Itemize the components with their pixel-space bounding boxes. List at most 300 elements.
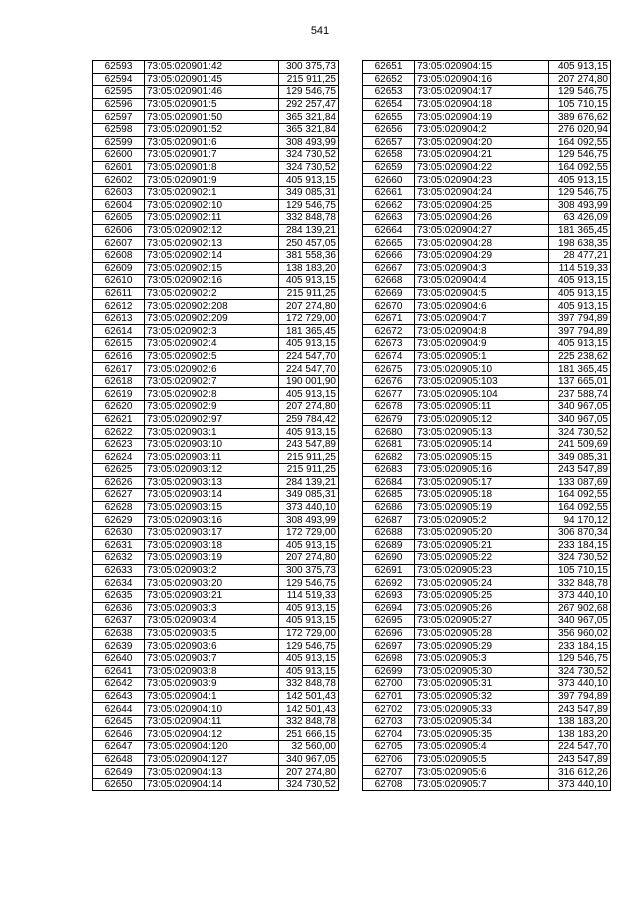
value-cell: 306 870,34 <box>549 526 611 539</box>
table-row <box>363 640 611 653</box>
table-row <box>363 98 611 111</box>
value-cell: 224 547,70 <box>549 741 611 754</box>
register-table-right <box>362 60 611 791</box>
value-cell: 397 794,89 <box>549 312 611 325</box>
cadastral-number-cell: 73:05:020904:120 <box>145 741 279 754</box>
row-number-cell: 62682 <box>363 451 415 464</box>
cadastral-number-cell: 73:05:020905:33 <box>415 703 549 716</box>
value-cell: 181 365,45 <box>279 325 339 338</box>
row-number-cell: 62665 <box>363 237 415 250</box>
value-cell: 405 913,15 <box>549 275 611 288</box>
row-number-cell: 62705 <box>363 741 415 754</box>
row-number-cell: 62673 <box>363 338 415 351</box>
value-cell: 224 547,70 <box>279 363 339 376</box>
row-number-cell: 62598 <box>93 123 145 136</box>
table-row <box>93 678 339 691</box>
value-cell: 243 547,89 <box>549 753 611 766</box>
row-number-cell: 62596 <box>93 98 145 111</box>
cadastral-number-cell: 73:05:020905:20 <box>415 526 549 539</box>
row-number-cell: 62637 <box>93 615 145 628</box>
row-number-cell: 62679 <box>363 413 415 426</box>
table-row <box>93 589 339 602</box>
cadastral-number-cell: 73:05:020905:4 <box>415 741 549 754</box>
value-cell: 284 139,21 <box>279 476 339 489</box>
row-number-cell: 62663 <box>363 212 415 225</box>
cadastral-number-cell: 73:05:020905:2 <box>415 514 549 527</box>
row-number-cell: 62678 <box>363 401 415 414</box>
row-number-cell: 62661 <box>363 186 415 199</box>
value-cell: 225 238,62 <box>549 350 611 363</box>
value-cell: 164 092,55 <box>549 489 611 502</box>
value-cell: 340 967,05 <box>549 401 611 414</box>
row-number-cell: 62655 <box>363 111 415 124</box>
cadastral-number-cell: 73:05:020904:26 <box>415 212 549 225</box>
table-row <box>363 149 611 162</box>
cadastral-number-cell: 73:05:020901:52 <box>145 123 279 136</box>
cadastral-number-cell: 73:05:020905:23 <box>415 564 549 577</box>
value-cell: 250 457,05 <box>279 237 339 250</box>
row-number-cell: 62668 <box>363 275 415 288</box>
row-number-cell: 62595 <box>93 86 145 99</box>
table-row <box>93 753 339 766</box>
row-number-cell: 62631 <box>93 539 145 552</box>
row-number-cell: 62702 <box>363 703 415 716</box>
row-number-cell: 62707 <box>363 766 415 779</box>
value-cell: 276 020,94 <box>549 123 611 136</box>
table-row <box>363 199 611 212</box>
row-number-cell: 62593 <box>93 61 145 74</box>
value-cell: 32 560,00 <box>279 741 339 754</box>
table-row <box>93 464 339 477</box>
table-row <box>93 338 339 351</box>
row-number-cell: 62606 <box>93 224 145 237</box>
cadastral-number-cell: 73:05:020903:3 <box>145 602 279 615</box>
cadastral-number-cell: 73:05:020904:3 <box>415 262 549 275</box>
value-cell: 373 440,10 <box>549 589 611 602</box>
value-cell: 133 087,69 <box>549 476 611 489</box>
table-row <box>93 476 339 489</box>
table-row <box>363 741 611 754</box>
table-row <box>363 602 611 615</box>
cadastral-number-cell: 73:05:020902:8 <box>145 388 279 401</box>
row-number-cell: 62628 <box>93 501 145 514</box>
row-number-cell: 62703 <box>363 715 415 728</box>
row-number-cell: 62639 <box>93 640 145 653</box>
table-row <box>93 526 339 539</box>
cadastral-number-cell: 73:05:020901:46 <box>145 86 279 99</box>
row-number-cell: 62610 <box>93 275 145 288</box>
row-number-cell: 62646 <box>93 728 145 741</box>
table-row <box>93 715 339 728</box>
table-row <box>363 325 611 338</box>
value-cell: 397 794,89 <box>549 325 611 338</box>
value-cell: 94 170,12 <box>549 514 611 527</box>
cadastral-number-cell: 73:05:020901:45 <box>145 73 279 86</box>
row-number-cell: 62662 <box>363 199 415 212</box>
table-row <box>93 287 339 300</box>
table-row <box>363 703 611 716</box>
value-cell: 172 729,00 <box>279 312 339 325</box>
value-cell: 181 365,45 <box>549 224 611 237</box>
value-cell: 405 913,15 <box>549 174 611 187</box>
value-cell: 164 092,55 <box>549 136 611 149</box>
value-cell: 405 913,15 <box>549 338 611 351</box>
value-cell: 405 913,15 <box>549 287 611 300</box>
row-number-cell: 62694 <box>363 602 415 615</box>
cadastral-number-cell: 73:05:020901:50 <box>145 111 279 124</box>
value-cell: 129 546,75 <box>549 86 611 99</box>
value-cell: 365 321,84 <box>279 111 339 124</box>
row-number-cell: 62676 <box>363 375 415 388</box>
row-number-cell: 62648 <box>93 753 145 766</box>
row-number-cell: 62615 <box>93 338 145 351</box>
value-cell: 300 375,73 <box>279 564 339 577</box>
table-row <box>363 526 611 539</box>
cadastral-number-cell: 73:05:020903:14 <box>145 489 279 502</box>
value-cell: 207 274,80 <box>279 766 339 779</box>
table-row <box>363 451 611 464</box>
cadastral-number-cell: 73:05:020905:25 <box>415 589 549 602</box>
table-row <box>363 678 611 691</box>
table-row <box>93 627 339 640</box>
table-row <box>363 237 611 250</box>
cadastral-number-cell: 73:05:020905:16 <box>415 464 549 477</box>
value-cell: 105 710,15 <box>549 98 611 111</box>
value-cell: 332 848,78 <box>279 678 339 691</box>
value-cell: 105 710,15 <box>549 564 611 577</box>
cadastral-number-cell: 73:05:020904:8 <box>415 325 549 338</box>
table-row <box>363 476 611 489</box>
cadastral-number-cell: 73:05:020902:9 <box>145 401 279 414</box>
cadastral-number-cell: 73:05:020905:15 <box>415 451 549 464</box>
table-row <box>363 312 611 325</box>
cadastral-number-cell: 73:05:020905:12 <box>415 413 549 426</box>
value-cell: 405 913,15 <box>279 665 339 678</box>
value-cell: 172 729,00 <box>279 526 339 539</box>
table-row <box>363 388 611 401</box>
table-row <box>93 501 339 514</box>
table-row <box>93 199 339 212</box>
cadastral-number-cell: 73:05:020903:1 <box>145 426 279 439</box>
cadastral-number-cell: 73:05:020904:4 <box>415 275 549 288</box>
value-cell: 172 729,00 <box>279 627 339 640</box>
table-row <box>93 123 339 136</box>
cadastral-number-cell: 73:05:020905:24 <box>415 577 549 590</box>
table-row <box>363 136 611 149</box>
row-number-cell: 62698 <box>363 652 415 665</box>
value-cell: 164 092,55 <box>549 501 611 514</box>
table-row <box>93 438 339 451</box>
table-row <box>363 186 611 199</box>
value-cell: 340 967,05 <box>549 413 611 426</box>
row-number-cell: 62696 <box>363 627 415 640</box>
table-row <box>363 514 611 527</box>
table-row <box>363 615 611 628</box>
cadastral-number-cell: 73:05:020902:14 <box>145 249 279 262</box>
value-cell: 405 913,15 <box>279 602 339 615</box>
row-number-cell: 62699 <box>363 665 415 678</box>
value-cell: 215 911,25 <box>279 73 339 86</box>
value-cell: 207 274,80 <box>549 73 611 86</box>
row-number-cell: 62671 <box>363 312 415 325</box>
cadastral-number-cell: 73:05:020902:10 <box>145 199 279 212</box>
table-row <box>363 123 611 136</box>
row-number-cell: 62613 <box>93 312 145 325</box>
row-number-cell: 62616 <box>93 350 145 363</box>
cadastral-number-cell: 73:05:020905:13 <box>415 426 549 439</box>
row-number-cell: 62685 <box>363 489 415 502</box>
table-row <box>93 665 339 678</box>
table-row <box>93 212 339 225</box>
table-row <box>93 136 339 149</box>
row-number-cell: 62608 <box>93 249 145 262</box>
cadastral-number-cell: 73:05:020905:17 <box>415 476 549 489</box>
cadastral-number-cell: 73:05:020905:3 <box>415 652 549 665</box>
table-row <box>93 174 339 187</box>
cadastral-number-cell: 73:05:020905:30 <box>415 665 549 678</box>
table-row <box>93 766 339 779</box>
table-row <box>363 161 611 174</box>
cadastral-number-cell: 73:05:020904:5 <box>415 287 549 300</box>
cadastral-number-cell: 73:05:020904:21 <box>415 149 549 162</box>
row-number-cell: 62601 <box>93 161 145 174</box>
table-row <box>93 86 339 99</box>
row-number-cell: 62647 <box>93 741 145 754</box>
row-number-cell: 62627 <box>93 489 145 502</box>
cadastral-number-cell: 73:05:020905:21 <box>415 539 549 552</box>
cadastral-number-cell: 73:05:020904:22 <box>415 161 549 174</box>
table-row <box>93 741 339 754</box>
value-cell: 340 967,05 <box>549 615 611 628</box>
value-cell: 63 426,09 <box>549 212 611 225</box>
cadastral-number-cell: 73:05:020904:20 <box>415 136 549 149</box>
value-cell: 324 730,52 <box>549 426 611 439</box>
row-number-cell: 62664 <box>363 224 415 237</box>
cadastral-number-cell: 73:05:020905:29 <box>415 640 549 653</box>
table-row <box>363 766 611 779</box>
row-number-cell: 62687 <box>363 514 415 527</box>
row-number-cell: 62675 <box>363 363 415 376</box>
cadastral-number-cell: 73:05:020905:11 <box>415 401 549 414</box>
value-cell: 349 085,31 <box>279 186 339 199</box>
cadastral-number-cell: 73:05:020903:15 <box>145 501 279 514</box>
cadastral-number-cell: 73:05:020905:27 <box>415 615 549 628</box>
table-row <box>93 312 339 325</box>
row-number-cell: 62600 <box>93 149 145 162</box>
table-row <box>93 186 339 199</box>
cadastral-number-cell: 73:05:020901:9 <box>145 174 279 187</box>
row-number-cell: 62597 <box>93 111 145 124</box>
table-row <box>93 111 339 124</box>
value-cell: 129 546,75 <box>549 652 611 665</box>
row-number-cell: 62657 <box>363 136 415 149</box>
value-cell: 142 501,43 <box>279 703 339 716</box>
cadastral-number-cell: 73:05:020903:6 <box>145 640 279 653</box>
register-table-left-body <box>93 61 339 791</box>
cadastral-number-cell: 73:05:020903:18 <box>145 539 279 552</box>
table-row <box>93 564 339 577</box>
row-number-cell: 62656 <box>363 123 415 136</box>
value-cell: 138 183,20 <box>549 715 611 728</box>
cadastral-number-cell: 73:05:020905:18 <box>415 489 549 502</box>
table-row <box>93 728 339 741</box>
value-cell: 308 493,99 <box>279 136 339 149</box>
table-row <box>363 338 611 351</box>
cadastral-number-cell: 73:05:020903:4 <box>145 615 279 628</box>
cadastral-number-cell: 73:05:020904:15 <box>415 61 549 74</box>
value-cell: 349 085,31 <box>279 489 339 502</box>
cadastral-number-cell: 73:05:020902:1 <box>145 186 279 199</box>
cadastral-number-cell: 73:05:020905:103 <box>415 375 549 388</box>
row-number-cell: 62708 <box>363 778 415 791</box>
value-cell: 129 546,75 <box>279 640 339 653</box>
row-number-cell: 62609 <box>93 262 145 275</box>
row-number-cell: 62623 <box>93 438 145 451</box>
cadastral-number-cell: 73:05:020904:9 <box>415 338 549 351</box>
table-row <box>93 98 339 111</box>
value-cell: 129 546,75 <box>549 149 611 162</box>
table-row <box>363 715 611 728</box>
table-row <box>93 325 339 338</box>
value-cell: 332 848,78 <box>549 577 611 590</box>
row-number-cell: 62660 <box>363 174 415 187</box>
cadastral-number-cell: 73:05:020905:34 <box>415 715 549 728</box>
cadastral-number-cell: 73:05:020903:5 <box>145 627 279 640</box>
value-cell: 267 902,68 <box>549 602 611 615</box>
value-cell: 324 730,52 <box>549 665 611 678</box>
page-number: 541 <box>310 25 330 37</box>
cadastral-number-cell: 73:05:020902:208 <box>145 300 279 313</box>
row-number-cell: 62622 <box>93 426 145 439</box>
cadastral-number-cell: 73:05:020903:10 <box>145 438 279 451</box>
row-number-cell: 62688 <box>363 526 415 539</box>
table-row <box>93 652 339 665</box>
value-cell: 405 913,15 <box>279 615 339 628</box>
row-number-cell: 62633 <box>93 564 145 577</box>
cadastral-number-cell: 73:05:020902:209 <box>145 312 279 325</box>
value-cell: 181 365,45 <box>549 363 611 376</box>
register-table-left <box>92 60 339 791</box>
table-row <box>363 401 611 414</box>
value-cell: 365 321,84 <box>279 123 339 136</box>
value-cell: 349 085,31 <box>549 451 611 464</box>
value-cell: 356 960,02 <box>549 627 611 640</box>
cadastral-number-cell: 73:05:020904:29 <box>415 249 549 262</box>
table-row <box>93 514 339 527</box>
row-number-cell: 62640 <box>93 652 145 665</box>
cadastral-number-cell: 73:05:020904:19 <box>415 111 549 124</box>
row-number-cell: 62700 <box>363 678 415 691</box>
cadastral-number-cell: 73:05:020905:19 <box>415 501 549 514</box>
value-cell: 373 440,10 <box>549 678 611 691</box>
cadastral-number-cell: 73:05:020904:25 <box>415 199 549 212</box>
value-cell: 405 913,15 <box>279 388 339 401</box>
cadastral-number-cell: 73:05:020905:22 <box>415 552 549 565</box>
table-row <box>363 489 611 502</box>
cadastral-number-cell: 73:05:020903:20 <box>145 577 279 590</box>
row-number-cell: 62635 <box>93 589 145 602</box>
value-cell: 215 911,25 <box>279 451 339 464</box>
cadastral-number-cell: 73:05:020902:12 <box>145 224 279 237</box>
row-number-cell: 62617 <box>93 363 145 376</box>
table-row <box>93 703 339 716</box>
table-row <box>93 224 339 237</box>
cadastral-number-cell: 73:05:020901:8 <box>145 161 279 174</box>
table-row <box>93 61 339 74</box>
row-number-cell: 62621 <box>93 413 145 426</box>
value-cell: 251 666,15 <box>279 728 339 741</box>
table-row <box>93 249 339 262</box>
cadastral-number-cell: 73:05:020901:7 <box>145 149 279 162</box>
table-row <box>93 73 339 86</box>
table-row <box>93 690 339 703</box>
table-row <box>93 237 339 250</box>
cadastral-number-cell: 73:05:020903:16 <box>145 514 279 527</box>
row-number-cell: 62692 <box>363 577 415 590</box>
row-number-cell: 62642 <box>93 678 145 691</box>
value-cell: 324 730,52 <box>279 778 339 791</box>
value-cell: 324 730,52 <box>279 149 339 162</box>
value-cell: 207 274,80 <box>279 300 339 313</box>
cadastral-number-cell: 73:05:020904:1 <box>145 690 279 703</box>
row-number-cell: 62666 <box>363 249 415 262</box>
table-row <box>363 577 611 590</box>
table-row <box>363 627 611 640</box>
table-row <box>363 300 611 313</box>
table-row <box>363 589 611 602</box>
cadastral-number-cell: 73:05:020902:11 <box>145 212 279 225</box>
cadastral-number-cell: 73:05:020903:17 <box>145 526 279 539</box>
row-number-cell: 62599 <box>93 136 145 149</box>
value-cell: 129 546,75 <box>279 86 339 99</box>
cadastral-number-cell: 73:05:020902:97 <box>145 413 279 426</box>
row-number-cell: 62653 <box>363 86 415 99</box>
cadastral-number-cell: 73:05:020901:5 <box>145 98 279 111</box>
value-cell: 207 274,80 <box>279 552 339 565</box>
table-row <box>363 426 611 439</box>
table-row <box>363 275 611 288</box>
table-row <box>363 728 611 741</box>
cadastral-number-cell: 73:05:020904:17 <box>415 86 549 99</box>
value-cell: 340 967,05 <box>279 753 339 766</box>
table-row <box>93 413 339 426</box>
value-cell: 405 913,15 <box>279 275 339 288</box>
row-number-cell: 62658 <box>363 149 415 162</box>
table-row <box>93 489 339 502</box>
value-cell: 405 913,15 <box>549 300 611 313</box>
value-cell: 397 794,89 <box>549 690 611 703</box>
table-row <box>93 552 339 565</box>
table-row <box>93 401 339 414</box>
table-row <box>363 249 611 262</box>
row-number-cell: 62684 <box>363 476 415 489</box>
cadastral-number-cell: 73:05:020902:7 <box>145 375 279 388</box>
cadastral-number-cell: 73:05:020903:7 <box>145 652 279 665</box>
cadastral-number-cell: 73:05:020902:6 <box>145 363 279 376</box>
cadastral-number-cell: 73:05:020904:13 <box>145 766 279 779</box>
value-cell: 324 730,52 <box>279 161 339 174</box>
row-number-cell: 62651 <box>363 61 415 74</box>
value-cell: 405 913,15 <box>279 426 339 439</box>
value-cell: 198 638,35 <box>549 237 611 250</box>
value-cell: 381 558,36 <box>279 249 339 262</box>
cadastral-number-cell: 73:05:020904:24 <box>415 186 549 199</box>
table-row <box>93 300 339 313</box>
row-number-cell: 62686 <box>363 501 415 514</box>
table-row <box>363 539 611 552</box>
row-number-cell: 62654 <box>363 98 415 111</box>
cadastral-number-cell: 73:05:020904:11 <box>145 715 279 728</box>
